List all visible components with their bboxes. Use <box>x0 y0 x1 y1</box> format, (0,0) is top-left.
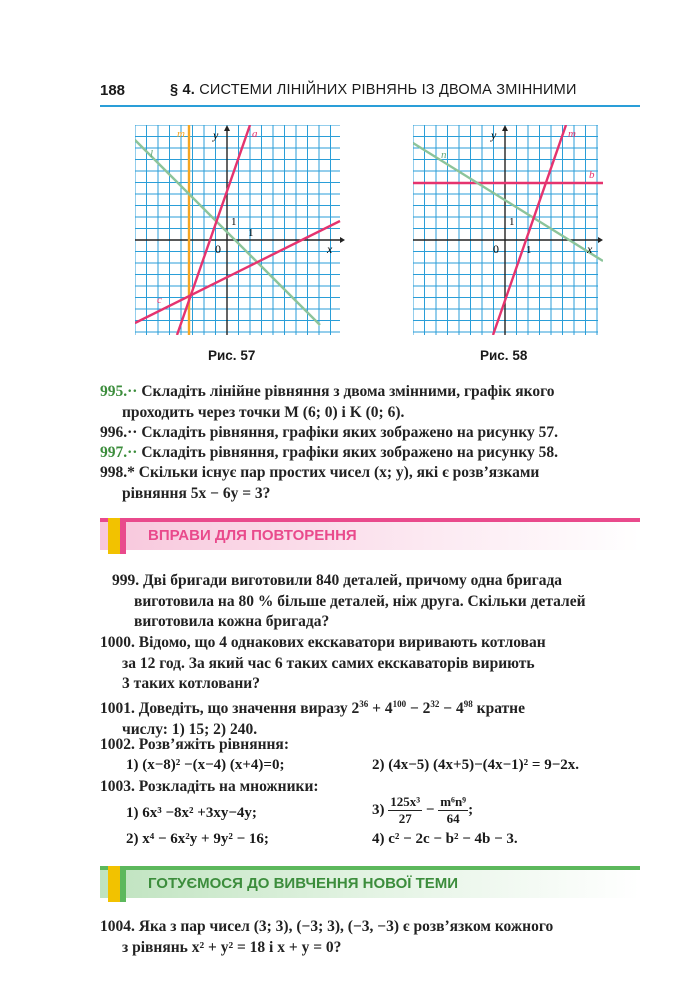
problem-1002-b: 2) (4x−5) (4x+5)−(4x−1)² = 9−2x. <box>372 757 579 773</box>
problem-1003: 1003. Розкладіть на множники: <box>100 778 319 795</box>
problem-999: 999. Дві бригади виготовили 840 деталей, причому одна бригада виготовила на 80 % більше деталей, ніж друга. Скільки деталей виготовила кожна бригада? <box>112 572 586 630</box>
problem-1004: 1004. Яка з пар чисел (3; 3), (−3; 3), (−3, −3) є розв’язком кожного з рівнянь x² + y² = 18 і x + y = 0? <box>100 918 554 956</box>
problem-1002-a: 1) (x−8)² −(x−4) (x+4)=0; <box>126 757 285 773</box>
problem-1003-c: 2) x⁴ − 6x²y + 9y² − 16; <box>126 831 269 847</box>
problem-997: 997.·· Складіть рівняння, графіки яких зображено на рисунку 58. <box>100 444 559 461</box>
header-rule <box>100 105 640 107</box>
label-b: b <box>589 169 595 181</box>
problem-998: 998.* Скільки існує пар простих чисел (x; y), які є розв’язками рівняння 5x − 6y = 3? <box>100 464 540 502</box>
problem-995: 995.·· Складіть лінійне рівняння з двома змінними, графік якого проходить через точки M (6; 0) і K (0; 6). <box>100 383 555 421</box>
page-header <box>100 78 640 104</box>
axis-y-label: y <box>491 128 497 142</box>
problem-1001: 1001. Доведіть, що значення виразу $2^{36} + 4^{100} - 2^{32} - 4^{98}$ кратне числу: 1) 15; 2) 240. <box>100 699 525 738</box>
grid <box>135 125 340 335</box>
label-a: a <box>252 128 258 140</box>
label-n: n <box>441 149 447 161</box>
problem-1003-a: 1) 6x³ −8x² +3xy−4y; <box>126 805 257 821</box>
figure-57 <box>135 125 345 335</box>
problem-1003-d: 4) c² − 2c − b² − 4b − 3. <box>372 831 518 847</box>
chapter-title: § 4. СИСТЕМИ ЛІНІЙНИХ РІВНЯНЬ ІЗ ДВОМА ЗМІННИМИ <box>170 82 577 98</box>
label-c: c <box>157 294 162 306</box>
label-l: l <box>150 148 154 160</box>
problem-1003-b: 3) $\frac{\text{125x³}}{27}$ − $\frac{\text{m⁶n⁹}}{64}$ ; <box>372 794 474 826</box>
label-m: m <box>568 128 576 140</box>
unit-x-label: 1 <box>248 227 254 239</box>
unit-x-label: 1 <box>526 244 532 256</box>
figure-57-caption: Рис. 57 <box>208 348 256 363</box>
problem-1000: 1000. Відомо, що 4 однакових екскаватори виривають котлован за 12 год. За який час 6 таких самих екскаваторів вириють 3 таких котловани? <box>100 634 546 692</box>
page-number: 188 <box>100 82 126 99</box>
section-title-new-topic: ГОТУЄМОСЯ ДО ВИВЧЕННЯ НОВОЇ ТЕМИ <box>148 875 459 892</box>
origin-label: 0 <box>215 242 221 256</box>
line-c <box>135 221 340 323</box>
section-title-review: ВПРАВИ ДЛЯ ПОВТОРЕННЯ <box>148 527 357 544</box>
figure-58 <box>413 125 603 335</box>
label-m: m <box>177 128 185 140</box>
problem-996: 996.·· Складіть рівняння, графіки яких зображено на рисунку 57. <box>100 424 559 441</box>
unit-y-label: 1 <box>509 216 515 228</box>
axis-y-label: y <box>213 128 219 142</box>
problem-1002: 1002. Розв’яжіть рівняння: <box>100 736 289 753</box>
axis-x-label: x <box>587 242 593 256</box>
axis-x-label: x <box>327 242 333 256</box>
origin-label: 0 <box>493 242 499 256</box>
unit-y-label: 1 <box>231 216 237 228</box>
figure-58-caption: Рис. 58 <box>480 348 528 363</box>
